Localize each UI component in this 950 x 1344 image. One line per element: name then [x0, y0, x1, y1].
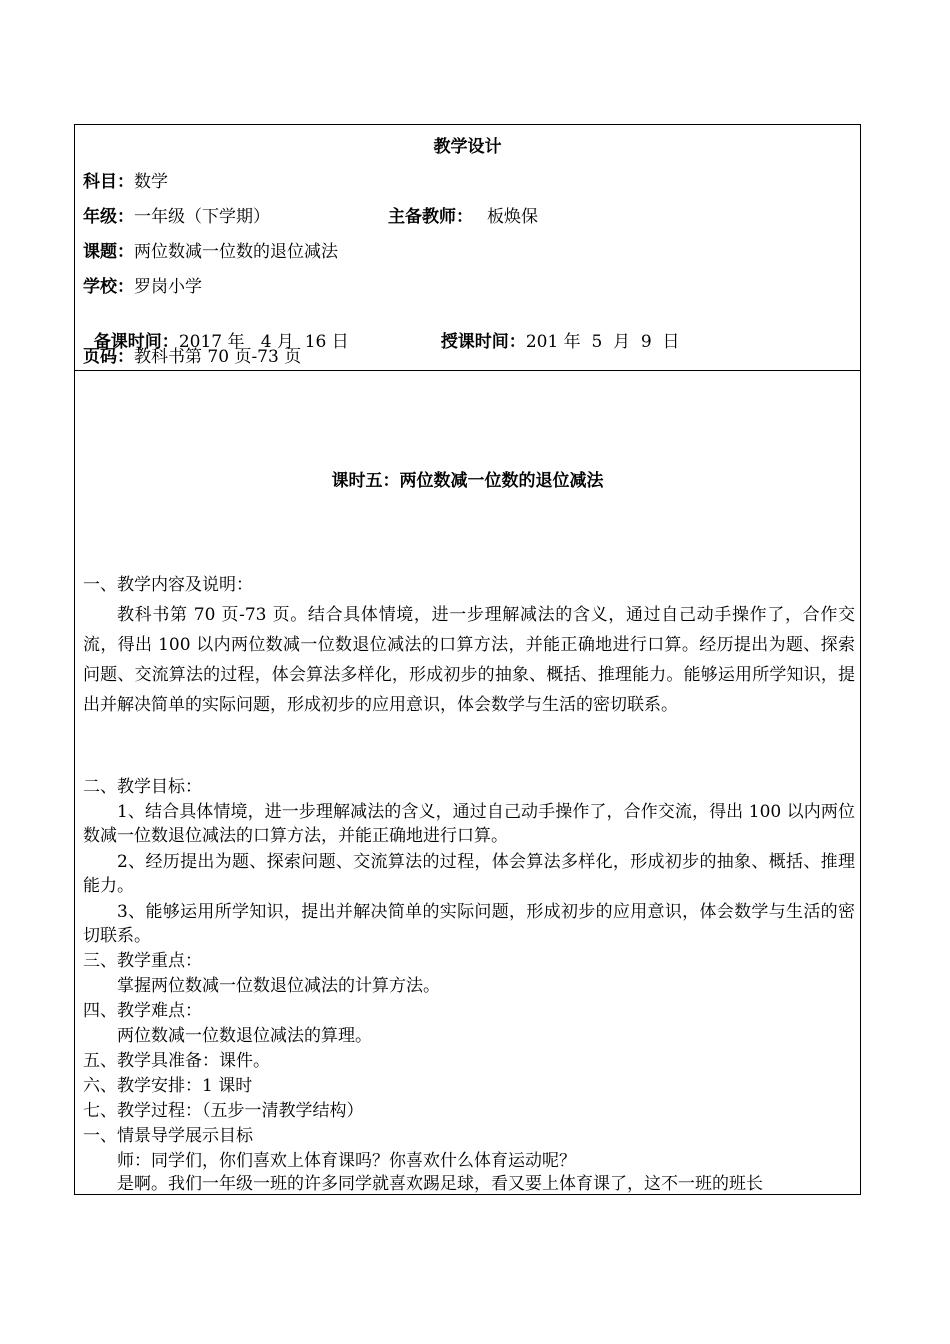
section-text: 两位数减一位数退位减法的算理。	[117, 1026, 372, 1046]
section-heading: 六、教学安排：1 课时	[83, 1076, 253, 1096]
school-value: 罗岗小学	[134, 277, 202, 297]
grade-value: 一年级（下学期）	[134, 207, 270, 227]
dialog-line: 是啊。我们一年级一班的许多同学就喜欢踢足球，看又要上体育课了，这不一班的班长	[117, 1174, 763, 1194]
goal-item-2: 2、经历提出为题、探索问题、交流算法的过程，体会算法多样化，形成初步的抽象、概括、推理能力。	[83, 852, 855, 896]
topic-value: 两位数减一位数的退位减法	[134, 242, 338, 262]
doc-title: 教学设计	[433, 137, 502, 157]
subject-label: 科目：	[83, 172, 134, 192]
goal-item-3: 3、能够运用所学知识，提出并解决简单的实际问题，形成初步的应用意识，体会数学与生活的密切联系。	[83, 902, 855, 946]
school-row	[83, 277, 202, 297]
teacher-row	[388, 207, 538, 227]
subject-value: 数学	[134, 172, 168, 192]
teach-label: 授课时间：	[440, 332, 526, 352]
section-heading: 七、教学过程：（五步一清教学结构）	[83, 1101, 364, 1121]
dialog-line: 师：同学们，你们喜欢上体育课吗？你喜欢什么体育运动呢？	[117, 1151, 576, 1171]
page-label: 页码：	[83, 347, 134, 367]
step-heading: 一、情景导学展示目标	[83, 1126, 253, 1146]
section-heading: 一、教学内容及说明：	[83, 575, 253, 595]
page-row	[83, 347, 301, 367]
goal-item-1: 1、结合具体情境，进一步理解减法的含义，通过自己动手操作了，合作交流，得出 100 以内两位数减一位数退位减法的口算方法，并能正确地进行口算。	[83, 802, 855, 846]
teacher-label: 主备教师：	[388, 207, 473, 227]
grade-row	[83, 207, 270, 227]
content-paragraph: 教科书第 70 页-73 页。结合具体情境，进一步理解减法的含义，通过自己动手操作了，合作交流，得出 100 以内两位数减一位数退位减法的口算方法，并能正确地进行口算。经历提出为题、探索问题、交流算法的过程，体会算法多样化，形成初步的抽象、概括、推理能力。能够运用所学知识，提出并解决简单的实际问题，形成初步的应用意识，体会数学与生活的密切联系。	[83, 605, 855, 715]
topic-label: 课题：	[83, 242, 134, 262]
prep-value: 2017 年 4 月 16 日	[178, 332, 349, 352]
section-heading: 二、教学目标：	[83, 777, 202, 797]
grade-label: 年级：	[83, 207, 134, 227]
section-heading: 三、教学重点：	[83, 951, 202, 971]
section-heading: 五、教学具准备：课件。	[83, 1051, 270, 1071]
lesson-title: 课时五：两位数减一位数的退位减法	[331, 471, 604, 491]
prep-label: 备课时间：	[93, 332, 179, 352]
topic-row	[83, 242, 338, 262]
school-label: 学校：	[83, 277, 134, 297]
page-value: 教科书第 70 页-73 页	[134, 347, 302, 367]
teacher-value: 板焕保	[487, 207, 538, 227]
table-divider	[74, 370, 861, 371]
teach-row	[430, 312, 680, 352]
prep-row	[83, 312, 349, 352]
section-heading: 四、教学难点：	[83, 1001, 202, 1021]
teach-value: 201 年 5 月 9 日	[525, 332, 680, 352]
section-text: 掌握两位数减一位数退位减法的计算方法。	[117, 976, 440, 996]
subject-row	[83, 172, 168, 192]
